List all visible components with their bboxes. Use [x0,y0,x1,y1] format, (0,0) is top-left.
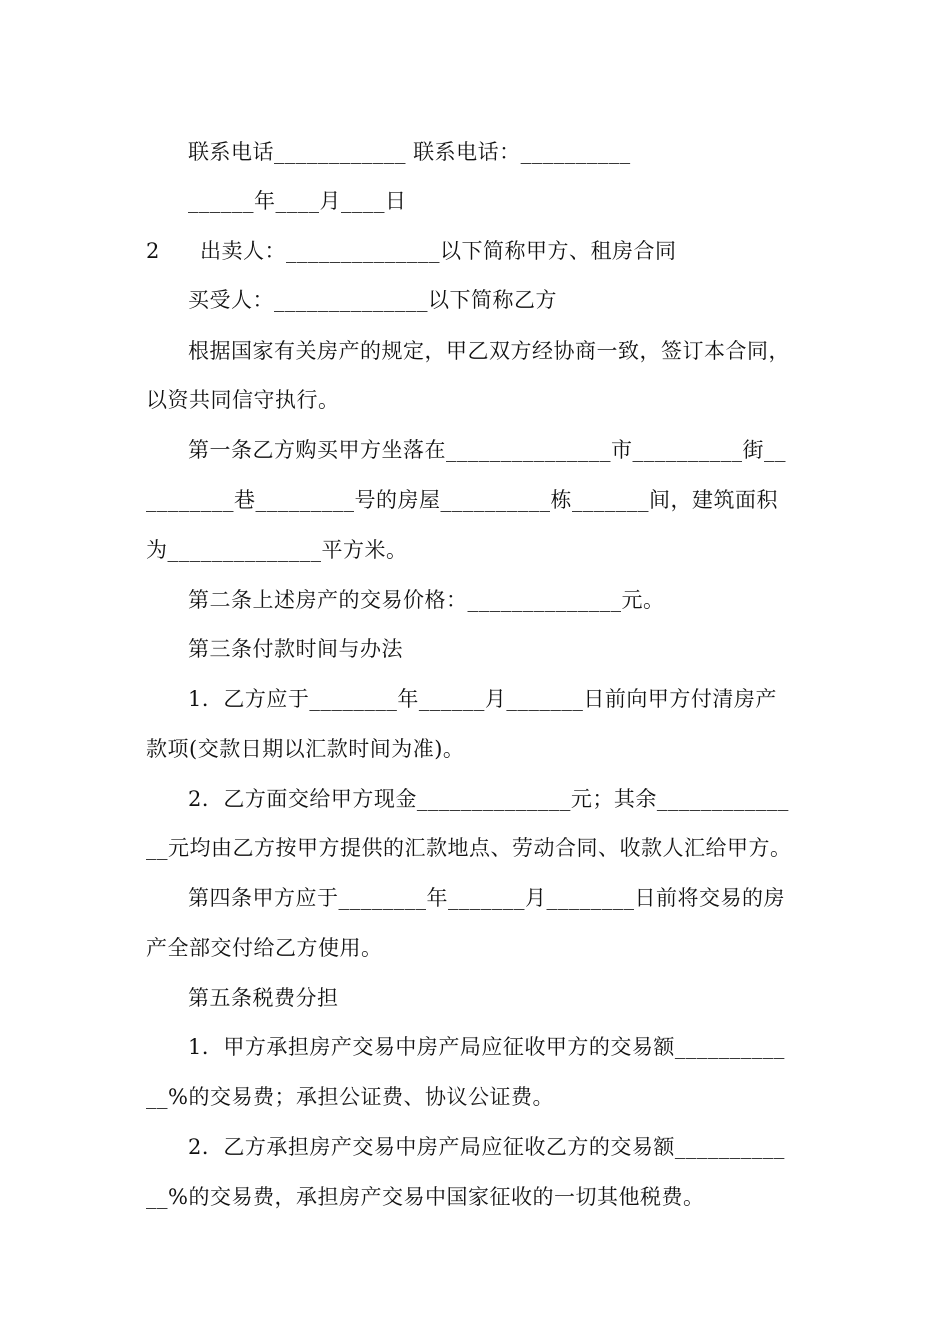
article-3-item-1-line-1: 1．乙方应于________年______月_______日前向甲方付清房产 [188,687,777,711]
buyer-line: 买受人：______________以下简称乙方 [188,288,557,312]
article-5-item-1-line-2: __%的交易费；承担公证费、协议公证费。 [146,1085,554,1109]
article-4-line-1: 第四条甲方应于________年_______月________日前将交易的房 [188,886,785,910]
preamble-line-1: 根据国家有关房产的规定，甲乙双方经协商一致，签订本合同， [188,339,790,363]
article-3-heading: 第三条付款时间与办法 [188,637,403,661]
article-2-line: 第二条上述房产的交易价格：______________元。 [188,588,665,612]
section-number: 2 [146,239,160,263]
seller-line: 出卖人：______________以下简称甲方、租房合同 [200,239,677,263]
article-5-item-2-line-2: __%的交易费，承担房产交易中国家征收的一切其他税费。 [146,1185,705,1209]
article-3-item-2-line-2: __元均由乙方按甲方提供的汇款地点、劳动合同、收款人汇给甲方。 [146,836,792,860]
date-line: ______年____月____日 [188,189,407,213]
article-1-line-3: 为______________平方米。 [146,538,408,562]
article-5-item-2-line-1: 2．乙方承担房产交易中房产局应征收乙方的交易额__________ [188,1135,785,1159]
article-5-heading: 第五条税费分担 [188,986,339,1010]
article-4-line-2: 产全部交付给乙方使用。 [146,936,383,960]
article-1-line-2: ________巷_________号的房屋__________栋_______间，建筑面积 [146,488,778,512]
contact-phone-line: 联系电话____________ 联系电话：__________ [188,140,631,164]
article-5-item-1-line-1: 1．甲方承担房产交易中房产局应征收甲方的交易额__________ [188,1035,785,1059]
article-3-item-2-line-1: 2．乙方面交给甲方现金______________元；其余____________ [188,787,789,811]
article-3-item-1-line-2: 款项(交款日期以汇款时间为准)。 [146,737,465,761]
preamble-line-2: 以资共同信守执行。 [146,388,340,412]
article-1-line-1: 第一条乙方购买甲方坐落在_______________市__________街__ [188,438,786,462]
